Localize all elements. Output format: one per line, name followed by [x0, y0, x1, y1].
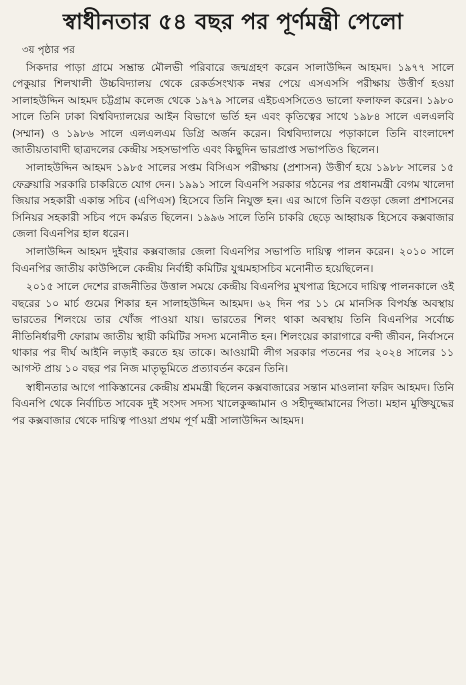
headline: স্বাধীনতার ৫৪ বছর পর পূর্ণমন্ত্রী পেলো — [62, 10, 404, 35]
paragraph-4: ২০১৫ সালে দেশের রাজনীতির উত্তাল সময়ে কেন্দ্রীয় বিএনপির মুখপাত্র হিসেবে দায়িত্ব পালনকালে ওই বছরের ১০ মার্চ গুমের শিকার হন সালাহউদ্দিন আহমদ। ৬২ দিন পর ১১ মে মানসিক বিপর্যস্ত অবস্থায় ভারতের শিলংয়ে তার খোঁজ পাওয়া যায়। ভারতের শিলং থাকা অবস্থায় তিনি বিএনপির সর্বোচ্চ নীতিনির্ধারণী ফোরাম জাতীয় স্থায়ী কমিটির সদস্য মনোনীত হন। শিলংয়ের কারাগারে বন্দী জীবন, নির্বাসনে থাকার পর দীর্ঘ আইনি লড়াই করতে হয় তাকে। আওয়ামী লীগ সরকার পতনের পর ২০২৪ সালের ১১ আগস্ট প্রায় ১০ বছর পর নিজ মাতৃভূমিতে প্রত্যাবর্তন করেন তিনি। — [12, 281, 454, 376]
paragraph-1: সিকদার পাড়া গ্রামে সম্ভ্রান্ত মৌলভী পরিবারে জন্মগ্রহণ করেন সালাউদ্দিন আহমদ। ১৯৭৭ সালে পেকুয়ার শিলখালী উচ্চবিদ্যালয় থেকে রেকর্ডসংখ্যক নম্বর পেয়ে এসএসসি পরীক্ষায় উত্তীর্ণ হওয়া সালাহউদ্দিন আহমদ চট্টগ্রাম কলেজ থেকে ১৯৭৯ সালের এইচএসসিতেও ভালো ফলাফল করেন। ১৯৮০ সালে তিনি ঢাকা বিশ্ববিদ্যালয়ের আইন বিভাগে ভর্তি হন এবং কৃতিত্বের সাথে ১৯৮৪ সালে এলএলবি (সম্মান) ও ১৯৮৬ সালে এলএলএম ডিগ্রি অর্জন করেন। বিশ্ববিদ্যালয়ে পড়াকালে তিনি বাংলাদেশ জাতীয়তাবাদী ছাত্রদলের কেন্দ্রীয় সহসভাপতি এবং কিছুদিন ভারপ্রাপ্ত সভাপতিও ছিলেন। — [12, 62, 454, 157]
paragraph-2: সালাহউদ্দিন আহমদ ১৯৮৫ সালের সপ্তম বিসিএস পরীক্ষায় (প্রশাসন) উত্তীর্ণ হয়ে ১৯৮৮ সালের ১৫ ফেব্রুয়ারি সরকারি চাকরিতে যোগ দেন। ১৯৯১ সালে বিএনপি সরকার গঠনের পর প্রধানমন্ত্রী বেগম খালেদা জিয়ার সহকারী একান্ত সচিব (এপিএস) হিসেবে তিনি নিযুক্ত হন। এর আগে তিনি বগুড়া জেলা প্রশাসনের সিনিয়র সহকারী সচিব পদে কর্মরত ছিলেন। ১৯৯৬ সালে তিনি চাকরি ছেড়ে আহ্বায়ক হিসেবে কক্সবাজার জেলা বিএনপির হাল ধরেন। — [12, 162, 454, 241]
paragraph-5: স্বাধীনতার আগে পাকিস্তানের কেন্দ্রীয় শ্রমমন্ত্রী ছিলেন কক্সবাজারের সন্তান মাওলানা ফরিদ আহমদ। তিনি বিএনপি থেকে নির্বাচিত সাবেক দুই সংসদ সদস্য খালেকুজ্জামান ও সহীদুজ্জামানের পিতা। মহান মুক্তিযুদ্ধের পর কক্সবাজার থেকে দায়িত্ব পাওয়া প্রথম পূর্ণ মন্ত্রী সালাউদ্দিন আহমদ। — [12, 381, 454, 427]
paragraph-3: সালাউদ্দিন আহমদ দুইবার কক্সবাজার জেলা বিএনপির সভাপতি দায়িত্ব পালন করেন। ২০১০ সালে বিএনপির জাতীয় কাউন্সিলে কেন্দ্রীয় নির্বাহী কমিটির যুগ্মমহাসচিব মনোনীত হয়েছিলেন। — [12, 246, 454, 275]
continued-from-label: ৩য় পৃষ্ঠার পর — [22, 45, 75, 56]
article-body — [12, 60, 454, 429]
